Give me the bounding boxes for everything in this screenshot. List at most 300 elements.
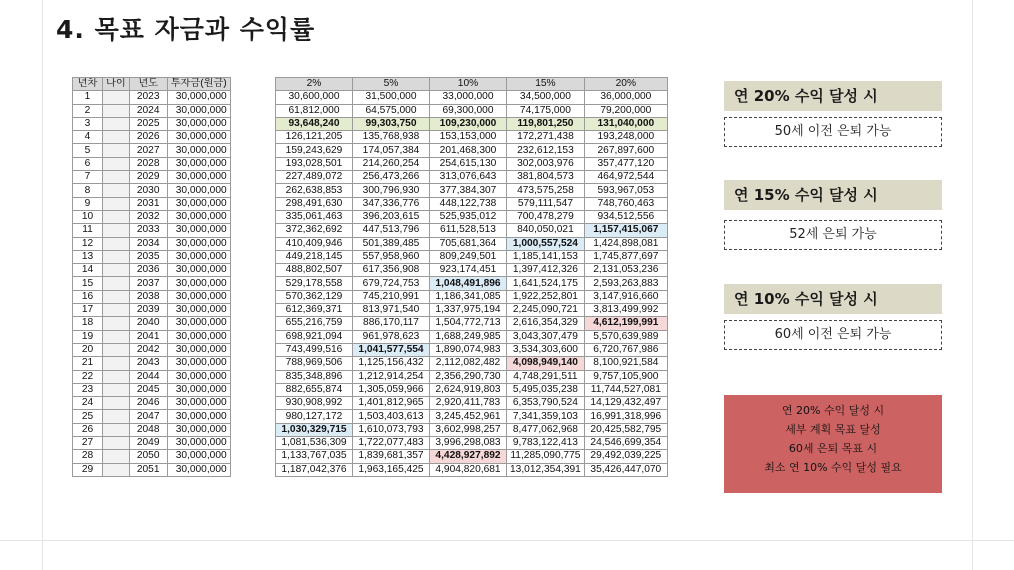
table-row (73, 410, 231, 423)
age-cell (103, 224, 130, 237)
guide-line-right (972, 0, 973, 570)
table-row (73, 317, 231, 330)
balance-cell: 5,570,639,989 (584, 330, 667, 343)
age-cell (103, 117, 130, 130)
balance-cell: 93,648,240 (276, 117, 353, 130)
balance-cell: 1,187,042,376 (276, 463, 353, 476)
balance-cell: 2,112,082,482 (430, 357, 507, 370)
table-row (276, 210, 668, 223)
age-cell (103, 210, 130, 223)
table-row (73, 450, 231, 463)
balance-cell: 8,100,921,584 (584, 357, 667, 370)
balance-cell: 2,624,919,803 (430, 383, 507, 396)
balance-cell: 227,489,072 (276, 171, 353, 184)
balance-cell: 449,218,145 (276, 250, 353, 263)
balance-cell: 201,468,300 (430, 144, 507, 157)
balance-cell: 99,303,750 (353, 117, 430, 130)
note-15-percent: 52세 은퇴 가능 (724, 220, 942, 250)
principal-cell: 30,000,000 (167, 250, 230, 263)
table-row (276, 224, 668, 237)
age-cell (103, 157, 130, 170)
balance-cell: 11,285,090,775 (507, 450, 585, 463)
note-20-percent: 50세 이전 은퇴 가능 (724, 117, 942, 147)
balance-cell: 1,186,341,085 (430, 290, 507, 303)
year-index-cell: 6 (73, 157, 103, 170)
balance-cell: 840,050,021 (507, 224, 585, 237)
balance-cell: 5,495,035,238 (507, 383, 585, 396)
age-cell (103, 383, 130, 396)
balance-cell: 3,602,998,257 (430, 423, 507, 436)
balance-cell: 1,688,249,985 (430, 330, 507, 343)
balance-cell: 4,428,927,892 (430, 450, 507, 463)
summary-box (724, 395, 942, 493)
year-index-cell: 8 (73, 184, 103, 197)
balance-cell: 372,362,692 (276, 224, 353, 237)
balance-cell: 4,748,291,511 (507, 370, 585, 383)
header-year: 년도 (129, 78, 167, 91)
year-cell: 2031 (129, 197, 167, 210)
balance-cell: 2,356,290,730 (430, 370, 507, 383)
balance-cell: 2,593,263,883 (584, 277, 667, 290)
balance-cell: 135,768,938 (353, 131, 430, 144)
header-year-index: 년차 (73, 78, 103, 91)
year-index-cell: 5 (73, 144, 103, 157)
table-row (73, 397, 231, 410)
year-cell: 2029 (129, 171, 167, 184)
balance-cell: 7,341,359,103 (507, 410, 585, 423)
balance-cell: 788,969,506 (276, 357, 353, 370)
balance-cell: 357,477,120 (584, 157, 667, 170)
year-cell: 2027 (129, 144, 167, 157)
age-cell (103, 184, 130, 197)
table-row (276, 91, 668, 104)
balance-cell: 61,812,000 (276, 104, 353, 117)
balance-cell: 14,129,432,497 (584, 397, 667, 410)
guide-line-left (42, 0, 43, 570)
balance-cell: 612,369,371 (276, 304, 353, 317)
balance-cell: 214,260,254 (353, 157, 430, 170)
principal-cell: 30,000,000 (167, 131, 230, 144)
balance-cell: 2,131,053,236 (584, 264, 667, 277)
balance-cell: 11,744,527,081 (584, 383, 667, 396)
balance-cell: 448,122,738 (430, 197, 507, 210)
balance-cell: 813,971,540 (353, 304, 430, 317)
table-row (73, 144, 231, 157)
balance-cell: 3,147,916,660 (584, 290, 667, 303)
year-cell: 2044 (129, 370, 167, 383)
balance-cell: 34,500,000 (507, 91, 585, 104)
balance-cell: 153,153,000 (430, 131, 507, 144)
year-cell: 2028 (129, 157, 167, 170)
age-cell (103, 463, 130, 476)
table-row (73, 197, 231, 210)
balance-cell: 4,904,820,681 (430, 463, 507, 476)
year-index-cell: 20 (73, 343, 103, 356)
balance-cell: 1,641,524,175 (507, 277, 585, 290)
balance-cell: 1,081,536,309 (276, 437, 353, 450)
balance-cell: 923,174,451 (430, 264, 507, 277)
year-cell: 2041 (129, 330, 167, 343)
principal-cell: 30,000,000 (167, 184, 230, 197)
balance-cell: 1,000,557,524 (507, 237, 585, 250)
table-row (73, 304, 231, 317)
table-row (73, 423, 231, 436)
table-row (276, 264, 668, 277)
balance-cell: 79,200,000 (584, 104, 667, 117)
table-row (73, 210, 231, 223)
balance-cell: 570,362,129 (276, 290, 353, 303)
balance-cell: 743,499,516 (276, 343, 353, 356)
balance-cell: 488,802,507 (276, 264, 353, 277)
header-rate-5: 5% (353, 78, 430, 91)
table-row (276, 370, 668, 383)
balance-cell: 109,230,000 (430, 117, 507, 130)
table-row (276, 317, 668, 330)
table-row (276, 250, 668, 263)
balance-cell: 1,337,975,194 (430, 304, 507, 317)
year-index-cell: 18 (73, 317, 103, 330)
principal-cell: 30,000,000 (167, 423, 230, 436)
principal-cell: 30,000,000 (167, 104, 230, 117)
table-row (276, 290, 668, 303)
balance-cell: 1,401,812,965 (353, 397, 430, 410)
balance-cell: 300,796,930 (353, 184, 430, 197)
balance-cell: 64,575,000 (353, 104, 430, 117)
year-index-cell: 19 (73, 330, 103, 343)
table-row (276, 397, 668, 410)
balance-cell: 74,175,000 (507, 104, 585, 117)
balance-cell: 1,133,767,035 (276, 450, 353, 463)
year-cell: 2045 (129, 383, 167, 396)
balance-cell: 1,610,073,793 (353, 423, 430, 436)
year-cell: 2039 (129, 304, 167, 317)
balance-cell: 24,546,699,354 (584, 437, 667, 450)
year-cell: 2030 (129, 184, 167, 197)
table-row (73, 250, 231, 263)
balance-cell: 69,300,000 (430, 104, 507, 117)
table-row (73, 91, 231, 104)
age-cell (103, 410, 130, 423)
year-cell: 2046 (129, 397, 167, 410)
year-index-cell: 12 (73, 237, 103, 250)
table-row (276, 304, 668, 317)
banner-15-percent: 연 15% 수익 달성 시 (724, 180, 942, 210)
balance-cell: 30,600,000 (276, 91, 353, 104)
year-cell: 2042 (129, 343, 167, 356)
balance-cell: 410,409,946 (276, 237, 353, 250)
year-index-cell: 3 (73, 117, 103, 130)
balance-cell: 1,030,329,715 (276, 423, 353, 436)
year-index-cell: 10 (73, 210, 103, 223)
principal-cell: 30,000,000 (167, 343, 230, 356)
age-cell (103, 450, 130, 463)
balance-cell: 611,528,513 (430, 224, 507, 237)
summary-line: 세부 계획 목표 달성 (785, 423, 881, 436)
year-cell: 2036 (129, 264, 167, 277)
balance-cell: 835,348,896 (276, 370, 353, 383)
year-cell: 2025 (129, 117, 167, 130)
principal-table (72, 77, 231, 477)
balance-cell: 9,757,105,900 (584, 370, 667, 383)
age-cell (103, 104, 130, 117)
balance-cell: 36,000,000 (584, 91, 667, 104)
balance-cell: 35,426,447,070 (584, 463, 667, 476)
table-row (276, 437, 668, 450)
year-index-cell: 29 (73, 463, 103, 476)
year-cell: 2024 (129, 104, 167, 117)
table-row (276, 463, 668, 476)
balance-cell: 593,967,053 (584, 184, 667, 197)
header-principal: 투자금(원금) (167, 78, 230, 91)
table-row (73, 117, 231, 130)
year-cell: 2033 (129, 224, 167, 237)
balance-cell: 256,473,266 (353, 171, 430, 184)
balance-cell: 31,500,000 (353, 91, 430, 104)
header-rate-10: 10% (430, 78, 507, 91)
balance-cell: 447,513,796 (353, 224, 430, 237)
balance-cell: 16,991,318,996 (584, 410, 667, 423)
table-row (73, 264, 231, 277)
principal-cell: 30,000,000 (167, 264, 230, 277)
table-row (73, 463, 231, 476)
year-cell: 2023 (129, 91, 167, 104)
principal-cell: 30,000,000 (167, 410, 230, 423)
balance-cell: 193,028,501 (276, 157, 353, 170)
balance-cell: 1,212,914,254 (353, 370, 430, 383)
balance-cell: 1,185,141,153 (507, 250, 585, 263)
principal-cell: 30,000,000 (167, 117, 230, 130)
balance-cell: 159,243,629 (276, 144, 353, 157)
year-cell: 2049 (129, 437, 167, 450)
table-row (276, 171, 668, 184)
table-row (73, 237, 231, 250)
balance-cell: 347,336,776 (353, 197, 430, 210)
table-row (276, 383, 668, 396)
balance-cell: 529,178,558 (276, 277, 353, 290)
balance-cell: 1,048,491,896 (430, 277, 507, 290)
balance-cell: 3,996,298,083 (430, 437, 507, 450)
principal-cell: 30,000,000 (167, 210, 230, 223)
table-row (276, 144, 668, 157)
principal-cell: 30,000,000 (167, 237, 230, 250)
balance-cell: 396,203,615 (353, 210, 430, 223)
principal-cell: 30,000,000 (167, 224, 230, 237)
age-cell (103, 370, 130, 383)
balance-cell: 126,121,205 (276, 131, 353, 144)
table-row (276, 423, 668, 436)
balance-cell: 1,890,074,983 (430, 343, 507, 356)
year-cell: 2048 (129, 423, 167, 436)
header-rate-2: 2% (276, 78, 353, 91)
balance-cell: 2,920,411,783 (430, 397, 507, 410)
balance-cell: 302,003,976 (507, 157, 585, 170)
year-index-cell: 16 (73, 290, 103, 303)
balance-cell: 1,922,252,801 (507, 290, 585, 303)
principal-cell: 30,000,000 (167, 144, 230, 157)
year-index-cell: 1 (73, 91, 103, 104)
table-row (276, 450, 668, 463)
balance-cell: 3,043,307,479 (507, 330, 585, 343)
table-row (276, 277, 668, 290)
principal-cell: 30,000,000 (167, 450, 230, 463)
balance-cell: 1,839,681,357 (353, 450, 430, 463)
balance-cell: 254,615,130 (430, 157, 507, 170)
banner-10-percent: 연 10% 수익 달성 시 (724, 284, 942, 314)
summary-line: 60세 은퇴 목표 시 (788, 442, 878, 455)
balance-cell: 809,249,501 (430, 250, 507, 263)
principal-cell: 30,000,000 (167, 317, 230, 330)
age-cell (103, 304, 130, 317)
balance-cell: 464,972,544 (584, 171, 667, 184)
balance-cell: 1,722,077,483 (353, 437, 430, 450)
age-cell (103, 264, 130, 277)
year-cell: 2051 (129, 463, 167, 476)
balance-cell: 193,248,000 (584, 131, 667, 144)
header-rate-20: 20% (584, 78, 667, 91)
year-index-cell: 7 (73, 171, 103, 184)
balance-cell: 3,813,499,992 (584, 304, 667, 317)
table-row (276, 104, 668, 117)
table-row (73, 184, 231, 197)
balance-cell: 525,935,012 (430, 210, 507, 223)
balance-cell: 2,245,090,721 (507, 304, 585, 317)
balance-cell: 9,783,122,413 (507, 437, 585, 450)
balance-cell: 1,305,059,966 (353, 383, 430, 396)
balance-cell: 232,612,153 (507, 144, 585, 157)
table-row (73, 343, 231, 356)
balance-cell: 335,061,463 (276, 210, 353, 223)
balance-cell: 473,575,258 (507, 184, 585, 197)
balance-cell: 501,389,485 (353, 237, 430, 250)
balance-cell: 1,963,165,425 (353, 463, 430, 476)
balance-cell: 131,040,000 (584, 117, 667, 130)
age-cell (103, 397, 130, 410)
balance-cell: 33,000,000 (430, 91, 507, 104)
balance-cell: 698,921,094 (276, 330, 353, 343)
balance-cell: 980,127,172 (276, 410, 353, 423)
balance-cell: 4,098,949,140 (507, 357, 585, 370)
age-cell (103, 250, 130, 263)
note-10-percent: 60세 이전 은퇴 가능 (724, 320, 942, 350)
table-row (73, 224, 231, 237)
year-index-cell: 9 (73, 197, 103, 210)
balance-cell: 745,210,991 (353, 290, 430, 303)
balance-cell: 6,353,790,524 (507, 397, 585, 410)
table-row (73, 330, 231, 343)
return-table (275, 77, 668, 477)
principal-cell: 30,000,000 (167, 463, 230, 476)
balance-cell: 655,216,759 (276, 317, 353, 330)
age-cell (103, 290, 130, 303)
year-cell: 2047 (129, 410, 167, 423)
balance-cell: 119,801,250 (507, 117, 585, 130)
principal-cell: 30,000,000 (167, 437, 230, 450)
table-row (276, 330, 668, 343)
table-row (73, 383, 231, 396)
balance-cell: 3,245,452,961 (430, 410, 507, 423)
year-cell: 2038 (129, 290, 167, 303)
table-row (73, 104, 231, 117)
balance-cell: 381,804,573 (507, 171, 585, 184)
table-row (276, 117, 668, 130)
principal-cell: 30,000,000 (167, 357, 230, 370)
year-index-cell: 15 (73, 277, 103, 290)
age-cell (103, 343, 130, 356)
year-cell: 2043 (129, 357, 167, 370)
balance-cell: 3,534,303,600 (507, 343, 585, 356)
balance-cell: 930,908,992 (276, 397, 353, 410)
balance-cell: 313,076,643 (430, 171, 507, 184)
principal-cell: 30,000,000 (167, 91, 230, 104)
principal-cell: 30,000,000 (167, 370, 230, 383)
balance-cell: 1,424,898,081 (584, 237, 667, 250)
year-index-cell: 14 (73, 264, 103, 277)
table-row (276, 157, 668, 170)
principal-cell: 30,000,000 (167, 197, 230, 210)
principal-cell: 30,000,000 (167, 277, 230, 290)
year-index-cell: 27 (73, 437, 103, 450)
table-row (73, 157, 231, 170)
balance-cell: 298,491,630 (276, 197, 353, 210)
table-row (73, 357, 231, 370)
year-cell: 2035 (129, 250, 167, 263)
balance-cell: 1,157,415,067 (584, 224, 667, 237)
principal-cell: 30,000,000 (167, 330, 230, 343)
table-row (276, 197, 668, 210)
age-cell (103, 423, 130, 436)
principal-cell: 30,000,000 (167, 304, 230, 317)
year-index-cell: 2 (73, 104, 103, 117)
year-index-cell: 24 (73, 397, 103, 410)
balance-cell: 961,978,623 (353, 330, 430, 343)
table-row (276, 131, 668, 144)
table-row (73, 277, 231, 290)
year-index-cell: 23 (73, 383, 103, 396)
year-index-cell: 13 (73, 250, 103, 263)
balance-cell: 1,503,403,613 (353, 410, 430, 423)
year-index-cell: 21 (73, 357, 103, 370)
age-cell (103, 277, 130, 290)
balance-cell: 886,170,117 (353, 317, 430, 330)
table-row (276, 357, 668, 370)
balance-cell: 29,492,039,225 (584, 450, 667, 463)
balance-cell: 2,616,354,329 (507, 317, 585, 330)
table-row (73, 290, 231, 303)
principal-cell: 30,000,000 (167, 397, 230, 410)
year-index-cell: 25 (73, 410, 103, 423)
page-title: 4. 목표 자금과 수익률 (56, 15, 316, 44)
guide-line-bottom (0, 540, 1014, 541)
year-cell: 2026 (129, 131, 167, 144)
balance-cell: 700,478,279 (507, 210, 585, 223)
balance-cell: 882,655,874 (276, 383, 353, 396)
year-cell: 2040 (129, 317, 167, 330)
summary-line: 연 20% 수익 달성 시 (781, 404, 885, 417)
age-cell (103, 197, 130, 210)
balance-cell: 579,111,547 (507, 197, 585, 210)
balance-cell: 13,012,354,391 (507, 463, 585, 476)
table-row (276, 237, 668, 250)
balance-cell: 1,504,772,713 (430, 317, 507, 330)
principal-cell: 30,000,000 (167, 171, 230, 184)
balance-cell: 377,384,307 (430, 184, 507, 197)
age-cell (103, 317, 130, 330)
balance-cell: 8,477,062,968 (507, 423, 585, 436)
age-cell (103, 91, 130, 104)
balance-cell: 617,356,908 (353, 264, 430, 277)
summary-line: 최소 연 10% 수익 달성 필요 (764, 461, 902, 474)
principal-cell: 30,000,000 (167, 290, 230, 303)
